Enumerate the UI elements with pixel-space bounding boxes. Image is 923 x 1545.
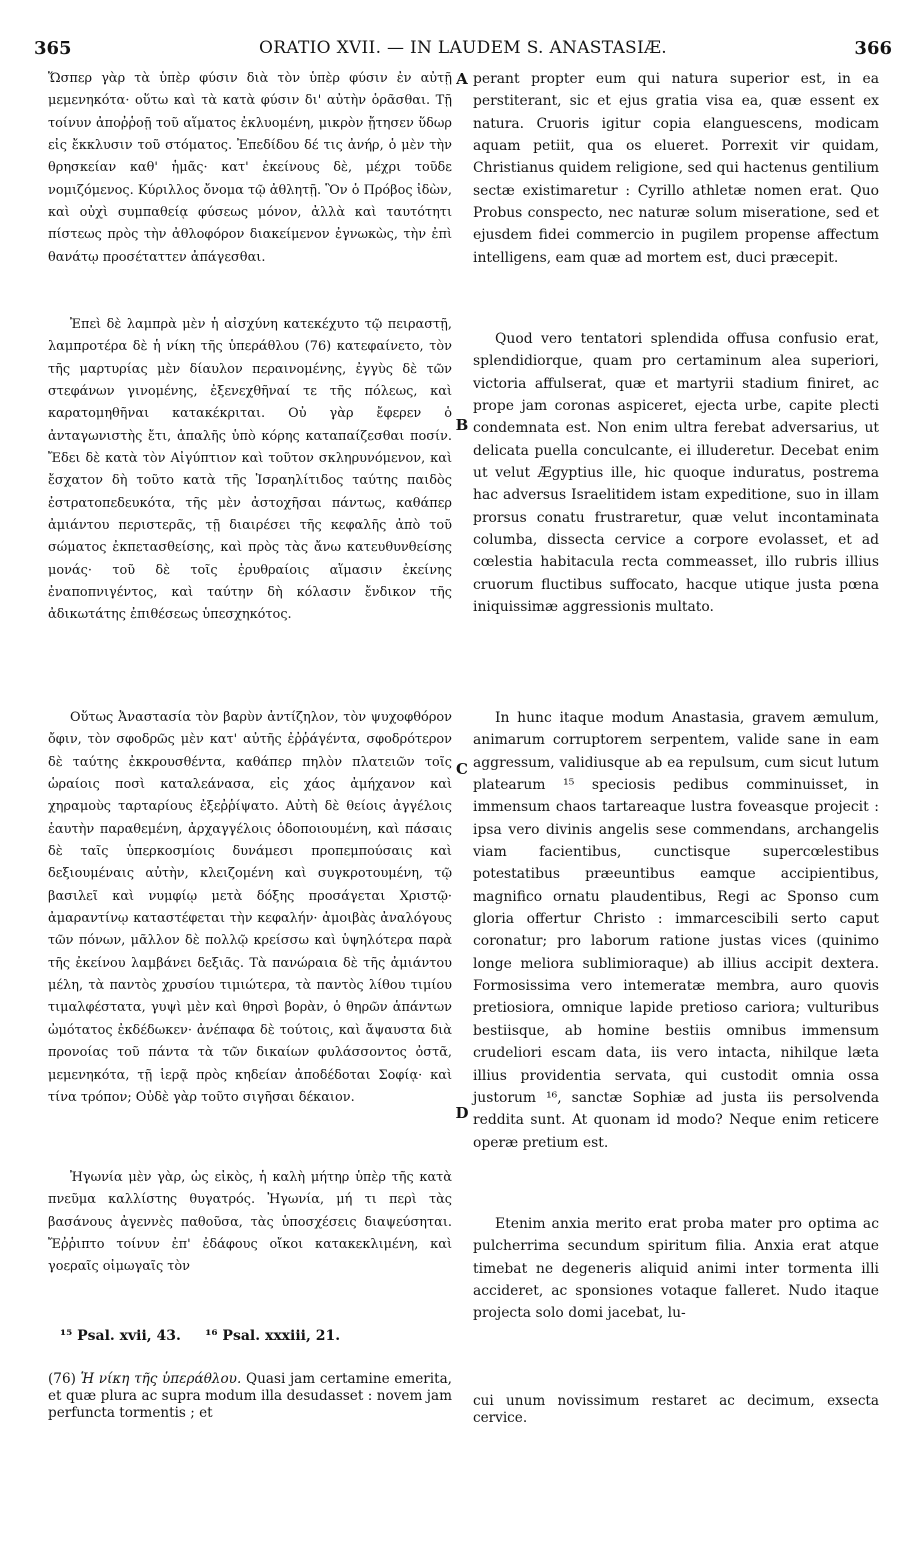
latin-column-block-2	[473, 328, 879, 618]
greek-paragraph-4: Ἠγωνία μὲν γὰρ, ὡς εἰκὸς, ἡ καλὴ μήτηρ ὑπὲρ τῆς κατὰ πνεῦμα καλλίστης θυγατρός. Ἠγωνία, μή τι περὶ τὰς βασάνους ἀγεννὲς παθοῦσα, τὰς ὑποσχέσεις διαψεύσηται. Ἔῤῥιπτο τοίνυν ἐπ' ἐδάφους οἴκοι κατακεκλιμένη, καὶ γοεραῖς οἰμωγαῖς τὸν	[48, 1170, 452, 1275]
page-number-right: 366	[854, 38, 892, 59]
running-title: ORATIO XVII. — IN LAUDEM S. ANASTASIÆ.	[258, 38, 668, 58]
greek-paragraph-3: Οὕτως Ἀναστασία τὸν βαρὺν ἀντίζηλον, τὸν ψυχοφθόρον ὄφιν, τὸν σφοδρῶς μὲν κατ' αὐτῆς ἐῤῥάγέντα, σφοδρότερον δὲ ταύτης ἐκκρουσθέντα, καθάπερ πηλὸν πλατειῶν τοῖς ὡραίοις ποσὶ καταλεάνασα, εἰς χάος ἀμήχανον καὶ χηραμοὺς ταρταρίους ἐξεῤῥίψατο. Αὐτὴ δὲ θείοις ἀγγέλοις ἑαυτὴν παραθεμένη, ἀρχαγγέλοις ὁδοποιουμένη, καὶ πάσαις δὲ ταῖς ὑπερκοσμίοις δυνάμεσι προπεμπούσαις καὶ δεξιουμέναις αὐτὴν, κλειζομένη καὶ συγκροτουμένη, τῷ βασιλεῖ καὶ νυμφίῳ μετὰ δόξης προσάγεται Χριστῷ· ἀμαραντίνῳ καταστέφεται τὴν κεφαλήν· ἀμοιβὰς ἀναλόγους τῶν πόνων, μᾶλλον δὲ πολλῷ κρείσσω καὶ ὑψηλότερα παρὰ τῆς ἐκείνου λαμβάνει δεξιᾶς. Τὰ πανώραια δὲ τῆς ἀμιάντου μέλη, τὰ παντὸς χρυσίου τιμιώτερα, τὰ παντὸς λίθου τιμίου τιμαλφέστατα, γυψὶ μὲν καὶ θηρσὶ βορὰν, ὁ θηρῶν ἁπάντων ὠμότατος ἐκδέδωκεν· ἀνέπαφα δὲ τούτοις, καὶ ἄψαυστα διὰ προνοίας τοῦ πάντα τὰ τῶν δικαίων φυλάσσοντος ὀστᾶ, μεμενηκότα, τῇ ἱερᾷ πρὸς κηδείαν ἀποδέδοται Σοφίᾳ· καὶ τίνα τρόπον; Οὐδὲ γὰρ τοῦτο σιγῆσαι δέκαιον.	[48, 710, 452, 1105]
margin-letter-b: B	[455, 416, 469, 434]
latin-paragraph-4: Etenim anxia merito erat proba mater pro optima ac pulcherrima secundum spiritum filia. Anxia erat atque timebat ne degeneris aliquid animi inter tormenta illi accideret, ac sponsiones votaque falleret. Nudo itaque projecta solo domi jacebat, lu-	[473, 1216, 879, 1322]
greek-paragraph-1: Ὥσπερ γὰρ τὰ ὑπὲρ φύσιν διὰ τὸν ὑπὲρ φύσιν ἐν αὐτῇ μεμενηκότα· οὕτω καὶ τὰ κατὰ φύσιν δι' αὐτὴν ὁρᾶσθαι. Τῇ τοίνυν ἀποῤῥοῇ τοῦ αἵματος ἐκλυομένη, μικρὸν ᾔτησεν ὕδωρ εἰς ἔκκλυσιν τοῦ στόματος. Ἐπεδίδου δέ τις ἀνήρ, ὁ μὲν τὴν θρησκείαν καθ' ἡμᾶς· κατ' ἐκείνους δὲ, μέχρι τοῦδε νομιζόμενος. Κύριλλος ὄνομα τῷ ἀθλητῇ. Ὃν ὁ Πρόβος ἰδὼν, καὶ οὐχὶ συμπαθείᾳ φύσεως μόνον, ἀλλὰ καὶ ταυτότητι πίστεως πρὸς τὴν ἀθλοφόρον διακείμενον ἐγνωκὼς, τὴν ἐπὶ θανάτῳ προσέταττεν ἀπάγεσθαι.	[48, 71, 452, 265]
margin-letter-d: D	[455, 1104, 469, 1122]
latin-column-block-4	[473, 1213, 879, 1325]
footnotes	[60, 1328, 440, 1344]
greek-paragraph-2: Ἐπεὶ δὲ λαμπρὰ μὲν ἡ αἰσχύνη κατεκέχυτο τῷ πειραστῇ, λαμπροτέρα δὲ ἡ νίκη τῆς ὑπεράθλου (76) κατεφαίνετο, τὸν τῆς μαρτυρίας μὲν δίαυλον περαινομένης, ἐγγὺς δὲ τῶν στεφάνων γινομένης, ἐξενεχθῆναί τε τῆς πόλεως, καὶ καρατομηθῆναι κατακέκριται. Οὐ γὰρ ἔφερεν ὁ ἀνταγωνιστὴς ἔτι, ἁπαλῆς ὑπὸ κόρης καταπαίζεσθαι ποσίν. Ἔδει δὲ κατὰ τὸν Αἰγύπτιον καὶ τοῦτον σκληρυνόμενον, καὶ ἔσχατον δὴ τοῦτο κατὰ τῆς Ἰσραηλίτιδος ταύτης παιδὸς ἐστρατοπεδευκότα, τῆς μὲν ἀστοχῆσαι πάντως, καθάπερ ἀμιάντου περιστερᾶς, τῇ διαιρέσει τῆς κεφαλῆς ἀπὸ τοῦ σώματος ἐκπετασθείσης, καὶ πρὸς τὰς ἄνω κατευθυνθείσης μονάς· τοῦ δὲ τοῖς ἐρυθραίοις αἵμασιν ἐκείνης ἐναποπνιγέντος, καὶ ταύτην δὴ κόλασιν ἔνδικον τῆς ἀδικωτάτης ἐπιθέσεως ὑπεσχηκότος.	[48, 317, 452, 623]
editorial-note-76	[48, 1371, 452, 1422]
margin-letter-a: A	[456, 70, 468, 88]
greek-column	[48, 68, 452, 269]
note-text-continued: cui unum novissimum restaret ac decimum, exsecta cervice.	[473, 1393, 879, 1426]
greek-column-block-2	[48, 314, 452, 627]
page-number-left: 365	[34, 38, 72, 59]
latin-paragraph-3: In hunc itaque modum Anastasia, gravem æmulum, animarum corruptorem serpentem, valide sane in eam aggressum, validiusque ab ea repulsum, cum sicut lutum platearum ¹⁵ speciosis pedibus comminuisset, in immensum chaos tartareaque lustra foveasque projecit : ipsa vero divinis angelis sese commendans, archangelis viam facientibus, cunctisque supercœlestibus potestatibus præeuntibus eamque accipientibus, magnifico ornatu plaudentibus, Regi ac Sponso cum gloria offertur Christo : immarcescibili serto caput coronatur; pro laborum ratione justas vices (quinimo longe meliora sublimioraque) ab illius accipit dextera. Formosissima vero intemeratæ membra, auro quovis pretiosiora, omnique lapide pretioso cariora; vulturibus bestiisque, ab homine bestiis omnibus immensum crudeliori escam data, iis vero intacta, nihilque læta illius providentia servata, qui custodit omnia ossa justorum ¹⁶, sanctæ Sophiæ ad justa iis persolvenda reddita sunt. At quonam id modo? Neque enim reticere operæ pretium est.	[473, 710, 879, 1151]
greek-column-block-4	[48, 1167, 452, 1279]
footnote-15: ¹⁵ Psal. xvii, 43.	[60, 1328, 181, 1344]
footnote-16: ¹⁶ Psal. xxxiii, 21.	[205, 1328, 341, 1344]
note-lemma: Ἡ νίκη τῆς ὑπεράθλου.	[80, 1371, 242, 1387]
latin-column-block-3	[473, 707, 879, 1154]
margin-letter-c: C	[456, 760, 468, 778]
latin-paragraph-2: Quod vero tentatori splendida offusa confusio erat, splendidiorque, quam pro certaminum alea superiori, victoria affulserat, quæ et martyrii stadium finiret, ac prope jam coronas aspiceret, ejecta urbe, capite plecti condemnata est. Non enim ultra ferebat adversarius, ut delicata puella conculcante, ei illuderetur. Decebat enim ut velut Ægyptius ille, hic quoque induratus, postrema hac adversus Israelitidem istam expeditione, suo in illam prorsus conatu frustraretur, quæ velut incontaminata columba, dissecta cervice a corpore evolasset, et ad cœlestia habitacula recta commeasset, illo rubris illius cruorum fluctibus suffocato, hacque utique justa pœna iniquissimæ aggressionis multato.	[473, 331, 879, 616]
note-number: (76)	[48, 1371, 76, 1387]
note-text: Quasi jam certamine emerita, et quæ plura ac supra modum illa desudasset : novem jam perfuncta tormentis ; et	[48, 1371, 453, 1421]
latin-paragraph-1: perant propter eum qui natura superior est, in ea perstiterant, sic et ejus gratia visa ea, quæ essent ex natura. Cruoris igitur copia elanguescens, modicam aquam petiit, qua os elueret. Porrexit vir quidam, Christianus quidem religione, sed qui hactenus gentilium sectæ existimaretur : Cyrillo athletæ nomen erat. Quo Probus conspecto, nec naturæ solum miseratione, sed et ejusdem fidei commercio in pugilem propense affectum intelligens, eam quæ ad mortem est, duci præcepit.	[473, 71, 879, 266]
page-header	[34, 38, 892, 62]
editorial-note-76-continued	[473, 1393, 879, 1427]
greek-column-block-3	[48, 707, 452, 1109]
latin-column	[473, 68, 879, 269]
